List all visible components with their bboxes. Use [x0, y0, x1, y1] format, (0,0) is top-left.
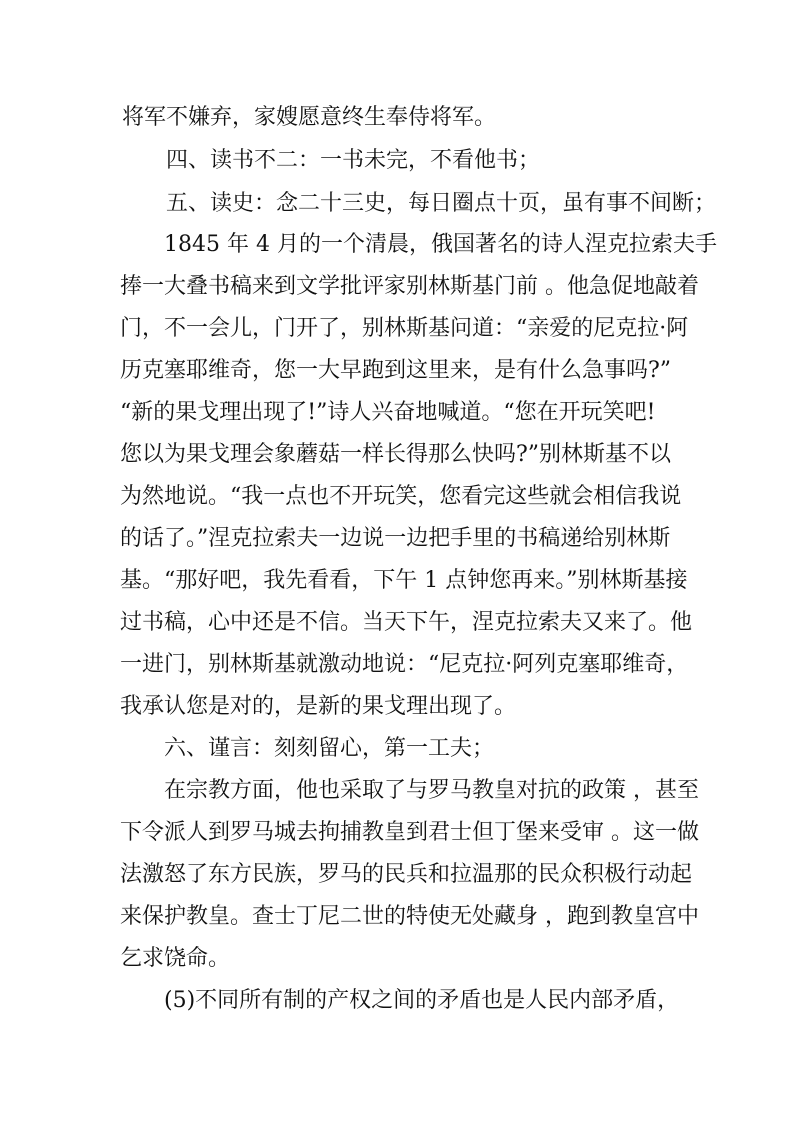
text-line-16: 六、谨言：刻刻留心，第一工夫； — [164, 736, 495, 761]
text-line-20: 来保护教皇。查士丁尼二世的特使无处藏身 ，跑到教皇宫中 — [120, 904, 699, 929]
text-line-14: 一进门，别林斯基就激动地说：“尼克拉·阿列克塞耶维奇， — [120, 652, 689, 677]
text-line-5: 捧一大叠书稿来到文学批评家别林斯基门前 。他急促地敲着 — [120, 274, 699, 299]
text-line-10: 为然地说。“我一点也不开玩笑，您看完这些就会相信我说 — [120, 484, 682, 509]
text-line-15: 我承认您是对的，是新的果戈理出现了。 — [120, 694, 517, 719]
text-line-7: 历克塞耶维奇，您一大早跑到这里来，是有什么急事吗?” — [120, 358, 672, 383]
text-line-1: 将军不嫌弃，家嫂愿意终生奉侍将军。 — [122, 105, 497, 130]
text-line-21: 乞求饶命。 — [120, 946, 231, 971]
text-line-4: 1845 年 4 月的一个清晨，俄国著名的诗人涅克拉索夫手 — [164, 232, 717, 257]
text-line-11: 的话了。”涅克拉索夫一边说一边把手里的书稿递给别林斯 — [120, 526, 671, 551]
text-line-2: 四、读书不二：一书未完，不看他书； — [166, 148, 541, 173]
text-line-8: “新的果戈理出现了!”诗人兴奋地喊道。“您在开玩笑吧! — [120, 400, 656, 425]
text-line-12: 基。“那好吧，我先看看，下午 1 点钟您再来。”别林斯基接 — [120, 568, 688, 593]
text-line-9: 您以为果戈理会象蘑菇一样长得那么快吗?”别林斯基不以 — [120, 442, 672, 467]
text-line-18: 下令派人到罗马城去拘捕教皇到君士但丁堡来受审 。这一做 — [120, 820, 699, 845]
text-line-6: 门，不一会儿，门开了，别林斯基问道：“亲爱的尼克拉·阿 — [120, 316, 689, 341]
text-line-3: 五、读史：念二十三史，每日圈点十页，虽有事不间断； — [166, 191, 717, 216]
text-line-13: 过书稿，心中还是不信。当天下午，涅克拉索夫又来了。他 — [120, 610, 693, 635]
text-line-17: 在宗教方面，他也采取了与罗马教皇对抗的政策 ，甚至 — [164, 778, 699, 803]
text-line-19: 法激怒了东方民族，罗马的民兵和拉温那的民众积极行动起 — [120, 862, 693, 887]
text-line-22: (5)不同所有制的产权之间的矛盾也是人民内部矛盾， — [164, 988, 680, 1013]
